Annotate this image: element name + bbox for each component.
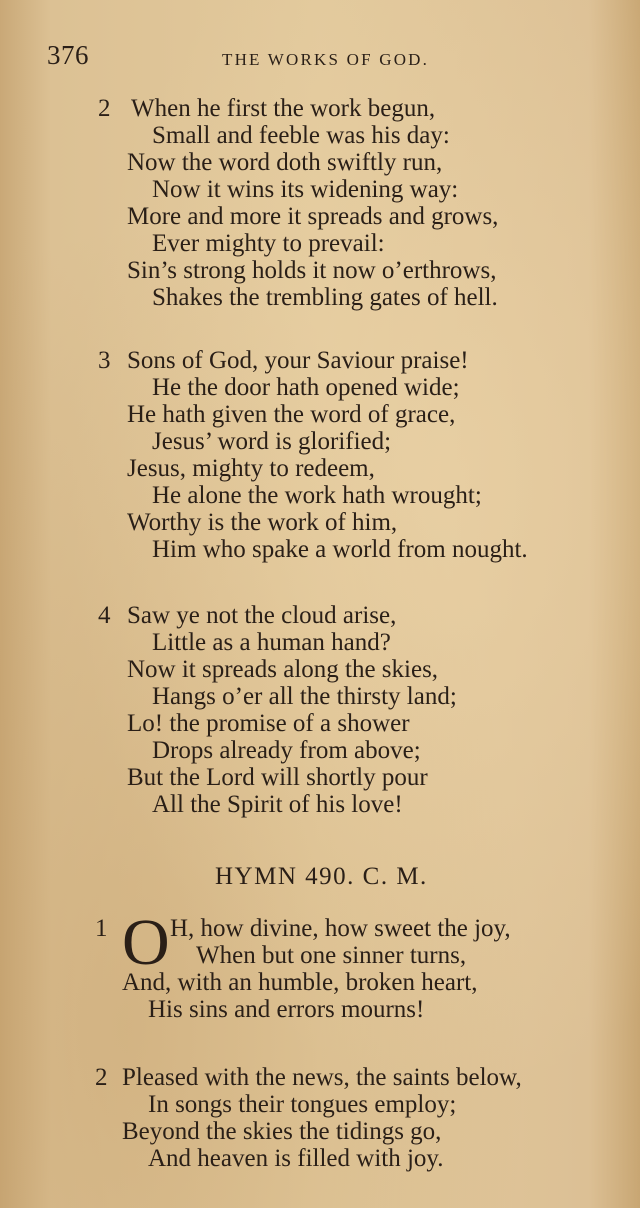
line-text: More and more it spreads and grows, (127, 203, 499, 230)
page-header (0, 40, 640, 80)
stanza-number: 2 (98, 95, 111, 122)
stanza-line (0, 428, 640, 455)
stanza-line (0, 791, 640, 818)
stanza-line (0, 122, 640, 149)
line-text: He hath given the word of grace, (127, 401, 456, 428)
line-text: Jesus’ word is glorified; (152, 428, 392, 455)
stanza-number: 2 (95, 1064, 108, 1091)
stanza-line (0, 656, 640, 683)
stanza-line (0, 602, 640, 629)
line-text: When he first the work begun, (131, 95, 436, 122)
stanza-line (0, 629, 640, 656)
line-text: Ever mighty to prevail: (152, 230, 385, 257)
stanza-line (0, 203, 640, 230)
stanza-line (0, 683, 640, 710)
line-text: Pleased with the news, the saints below, (122, 1064, 522, 1091)
stanza-line (0, 230, 640, 257)
stanza-line (0, 536, 640, 563)
line-text: Saw ye not the cloud arise, (127, 602, 397, 629)
stanza-line (0, 95, 640, 122)
line-text: Sons of God, your Saviour praise! (127, 347, 469, 374)
stanza-line (0, 509, 640, 536)
page-number: 376 (47, 40, 89, 70)
drop-cap: O (122, 906, 170, 979)
line-text: Him who spake a world from nought. (152, 536, 528, 563)
line-text: He the door hath opened wide; (152, 374, 460, 401)
stanza-line (0, 737, 640, 764)
line-text: Hangs o’er all the thirsty land; (152, 683, 457, 710)
line-text: When but one sinner turns, (196, 942, 467, 969)
line-text: Jesus, mighty to redeem, (127, 455, 375, 482)
stanza-line (0, 710, 640, 737)
line-text: And heaven is filled with joy. (148, 1145, 444, 1172)
line-text: Little as a human hand? (152, 629, 391, 656)
hymn-title: HYMN 490. C. M. (215, 863, 428, 890)
stanza-line (0, 176, 640, 203)
line-text: Lo! the promise of a shower (127, 710, 410, 737)
stanza-line (0, 284, 640, 311)
line-text: And, with an humble, broken heart, (122, 969, 478, 996)
line-text: Sin’s strong holds it now o’erthrows, (127, 257, 497, 284)
line-text: Shakes the trembling gates of hell. (152, 284, 498, 311)
stanza-line (0, 401, 640, 428)
stanza-4 (0, 602, 640, 818)
line-text: Now it spreads along the skies, (127, 656, 439, 683)
line-text: Beyond the skies the tidings go, (122, 1118, 442, 1145)
line-text: His sins and errors mourns! (148, 996, 425, 1023)
line-text: Small and feeble was his day: (152, 122, 450, 149)
stanza-number: 3 (98, 347, 111, 374)
stanza-number: 1 (95, 915, 108, 942)
line-text: Now it wins its widening way: (152, 176, 459, 203)
stanza-line (0, 347, 640, 374)
stanza-line (0, 257, 640, 284)
line-text: Drops already from above; (152, 737, 421, 764)
stanza-line (0, 482, 640, 509)
line-text: Now the word doth swiftly run, (127, 149, 443, 176)
line-text: H, how divine, how sweet the joy, (170, 915, 511, 942)
line-text: But the Lord will shortly pour (127, 764, 428, 791)
stanza-3 (0, 347, 640, 563)
line-text: All the Spirit of his love! (152, 791, 403, 818)
stanza-line (0, 455, 640, 482)
line-text: Worthy is the work of him, (127, 509, 398, 536)
stanza-line (0, 374, 640, 401)
line-text: He alone the work hath wrought; (152, 482, 482, 509)
stanza-2 (0, 95, 640, 311)
stanza-number: 4 (98, 602, 111, 629)
running-head: THE WORKS OF GOD. (222, 50, 430, 69)
stanza-line (0, 764, 640, 791)
stanza-line (0, 149, 640, 176)
line-text: In songs their tongues employ; (148, 1091, 457, 1118)
